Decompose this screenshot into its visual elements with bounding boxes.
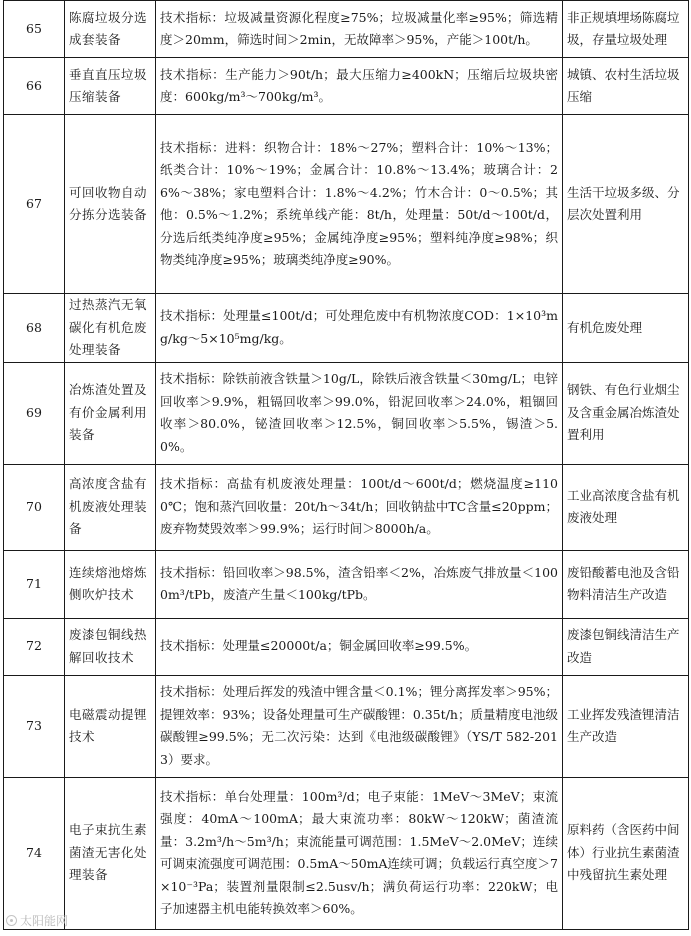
- table-row: [4, 777, 689, 929]
- equipment-name: 高浓度含盐有机废液处理装备: [65, 464, 156, 550]
- row-number: 69: [4, 362, 65, 464]
- application-scope: 生活干垃圾多级、分层次处置利用: [563, 115, 689, 294]
- weibo-icon: [6, 915, 17, 926]
- equipment-name: 冶炼渣处置及有价金属利用装备: [65, 362, 156, 464]
- table-row: [4, 294, 689, 363]
- table-row: [4, 464, 689, 550]
- application-scope: 非正规填埋场陈腐垃圾，存量垃圾处理: [563, 1, 689, 58]
- row-number: 68: [4, 294, 65, 363]
- equipment-name: 垂直直压垃圾压缩装备: [65, 58, 156, 115]
- application-scope: 钢铁、有色行业烟尘及含重金属冶炼渣处置利用: [563, 362, 689, 464]
- application-scope: 有机危废处理: [563, 294, 689, 363]
- table-row: [4, 362, 689, 464]
- table-row: [4, 675, 689, 777]
- technical-spec: 技术指标：处理量≤100t/d；可处理危废中有机物浓度COD：1×10³mg/kg～5×10⁵mg/kg。: [156, 294, 563, 363]
- equipment-name: 陈腐垃圾分选成套装备: [65, 1, 156, 58]
- row-number: 73: [4, 675, 65, 777]
- application-scope: 废漆包铜线清洁生产改造: [563, 618, 689, 675]
- row-number: 70: [4, 464, 65, 550]
- table-row: [4, 58, 689, 115]
- row-number: 67: [4, 115, 65, 294]
- equipment-name: 可回收物自动分拣分选装备: [65, 115, 156, 294]
- technical-spec: 技术指标：高盐有机废液处理量：100t/d～600t/d；燃烧温度≥1100℃；饱和蒸汽回收量：20t/h～34t/h；回收钠盐中TC含量≤20ppm；废弃物焚毁效率＞99.9%；运行时间＞8000h/a。: [156, 464, 563, 550]
- technical-spec: 技术指标：处理量≤20000t/a；铜金属回收率≥99.5%。: [156, 618, 563, 675]
- table-row: [4, 1, 689, 58]
- watermark: [6, 912, 68, 929]
- technical-spec: 技术指标：处理后挥发的残渣中锂含量＜0.1%；锂分离挥发率＞95%；提锂效率：93%；设备处理量可生产碳酸锂：0.35t/h；质量精度电池级碳酸锂≥99.5%；无二次污染：达到《电池级碳酸锂》（YS/T 582-2013）要求。: [156, 675, 563, 777]
- technical-spec: 技术指标：除铁前液含铁量＞10g/L，除铁后液含铁量＜30mg/L；电锌回收率＞9.9%，粗镉回收率＞99.0%，铅泥回收率＞24.0%，粗锢回收率＞80.0%，铋渣回收率＞12.5%，铜回收率＞5.5%，锡渣＞5.0%。: [156, 362, 563, 464]
- technical-spec: 技术指标：垃圾减量资源化程度≥75%；垃圾减量化率≥95%；筛选精度＞20mm，筛选时间＞2min，无故障率＞95%，产能＞100t/h。: [156, 1, 563, 58]
- row-number: 71: [4, 550, 65, 618]
- application-scope: 废铅酸蓄电池及含铅物料清洁生产改造: [563, 550, 689, 618]
- application-scope: 工业挥发残渣锂清洁生产改造: [563, 675, 689, 777]
- technical-spec: 技术指标：单台处理量：100m³/d；电子束能：1MeV～3MeV；束流强度：40mA～100mA；最大束流功率：80kW～120kW；菌渣流量：3.2m³/h～5m³/h；束流能量可调范围：1.5MeV～2.0MeV；连续可调束流强度可调范围：0.5mA～50mA连续可调；负载运行真空度＞7×10⁻³Pa；装置剂量限制≤2.5usv/h；满负荷运行功率：220kW；电子加速器主机电能转换效率＞60%。: [156, 777, 563, 929]
- table-row: [4, 115, 689, 294]
- technical-spec: 技术指标：铅回收率＞98.5%，渣含铅率＜2%，冶炼废气排放量＜1000m³/tPb，废渣产生量＜100kg/tPb。: [156, 550, 563, 618]
- equipment-name: 连续熔池熔炼侧吹炉技术: [65, 550, 156, 618]
- row-number: 66: [4, 58, 65, 115]
- technical-spec: 技术指标：生产能力＞90t/h；最大压缩力≥400kN；压缩后垃圾块密度：600kg/m³～700kg/m³。: [156, 58, 563, 115]
- equipment-name: 电子束抗生素菌渣无害化处理装备: [65, 777, 156, 929]
- row-number: 74: [4, 777, 65, 929]
- equipment-name: 过热蒸汽无氧碳化有机危废处理装备: [65, 294, 156, 363]
- row-number: 72: [4, 618, 65, 675]
- application-scope: 工业高浓度含盐有机废液处理: [563, 464, 689, 550]
- table-row: [4, 550, 689, 618]
- equipment-name: 废漆包铜线热解回收技术: [65, 618, 156, 675]
- table-row: [4, 618, 689, 675]
- equipment-name: 电磁震动提锂技术: [65, 675, 156, 777]
- application-scope: 原料药（含医药中间体）行业抗生素菌渣中残留抗生素处理: [563, 777, 689, 929]
- watermark-text: 太阳能网: [20, 914, 69, 928]
- technical-spec: 技术指标：进料：织物合计：18%～27%；塑料合计：10%～13%；纸类合计：10%～19%；金属合计：10.8%～13.4%；玻璃合计：26%～38%；家电塑料合计：1.8%～4.2%；竹木合计：0～0.5%；其他：0.5%～1.2%；系统单线产能：8t/h，处理量：50t/d～100t/d，分选后纸类纯净度≥95%；金属纯净度≥95%；塑料纯净度≥98%；织物类纯净度≥95%；玻璃类纯净度≥90%。: [156, 115, 563, 294]
- row-number: 65: [4, 1, 65, 58]
- equipment-spec-table: [3, 0, 689, 930]
- application-scope: 城镇、农村生活垃圾压缩: [563, 58, 689, 115]
